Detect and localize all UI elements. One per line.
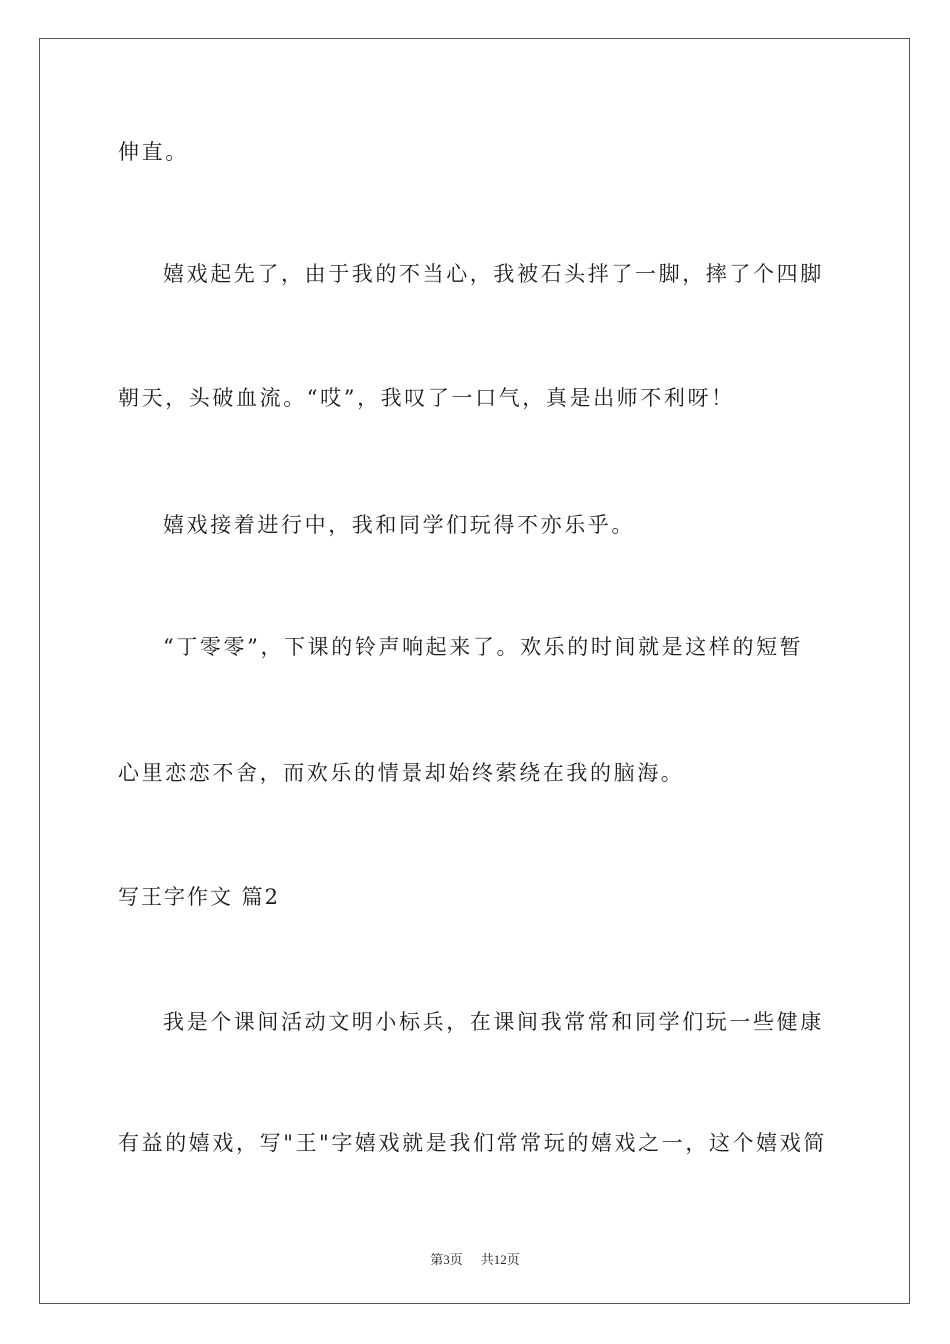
text-line: 心里恋恋不舍，而欢乐的情景却始终萦绕在我的脑海。 <box>118 761 685 785</box>
section-heading: 写王字作文 篇2 <box>118 885 281 909</box>
text-line: 有益的嬉戏，写"王"字嬉戏就是我们常常玩的嬉戏之一，这个嬉戏简 <box>118 1131 827 1155</box>
paragraph-line: 嬉戏起先了，由于我的不当心，我被石头拌了一脚，摔了个四脚 <box>163 262 824 286</box>
page-number: 第3页 <box>430 1252 463 1267</box>
paragraph-line: 我是个课间活动文明小标兵，在课间我常常和同学们玩一些健康 <box>163 1010 824 1034</box>
paragraph-line: 嬉戏接着进行中，我和同学们玩得不亦乐乎。 <box>163 513 635 537</box>
text-line: 朝天，头破血流。“哎”，我叹了一口气，真是出师不利呀！ <box>118 386 735 410</box>
page-frame <box>39 38 910 1304</box>
page-footer <box>0 1249 950 1268</box>
page-total: 共12页 <box>480 1252 520 1267</box>
paragraph-line: “丁零零”，下课的铃声响起来了。欢乐的时间就是这样的短暂 <box>163 635 804 659</box>
text-line: 伸直。 <box>118 140 189 164</box>
